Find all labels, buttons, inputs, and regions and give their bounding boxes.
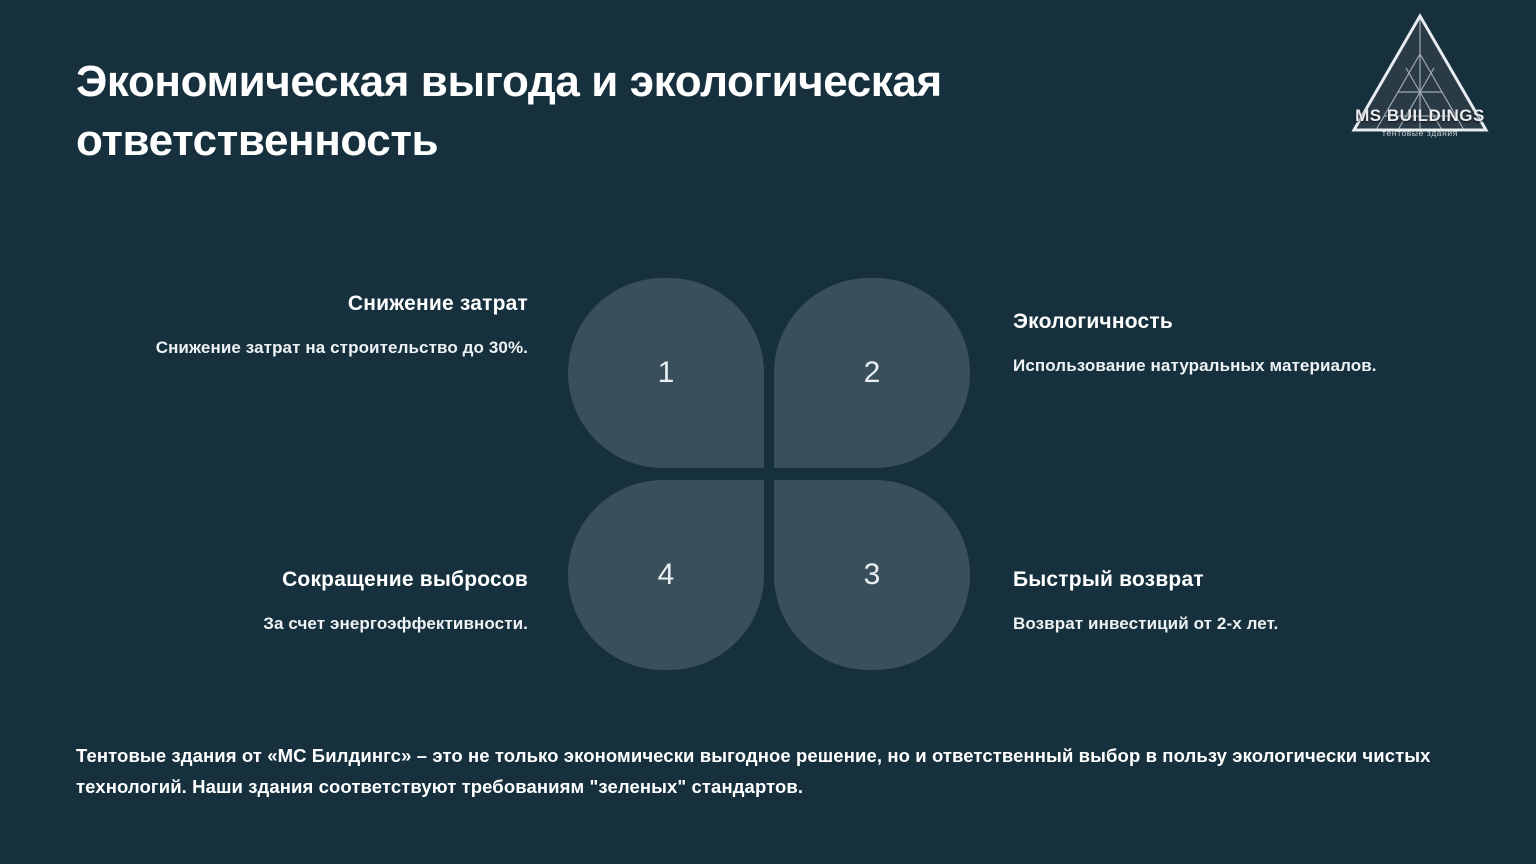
feature-heading-cost-reduction: Снижение затрат <box>347 292 528 315</box>
feature-block-emissions <box>88 568 528 637</box>
petal-3 <box>774 480 970 670</box>
petal-3-number: 3 <box>863 558 881 591</box>
petal-1 <box>568 278 764 468</box>
feature-text-eco-friendly: Использование натуральных материалов. <box>1013 356 1377 375</box>
logo-wordmark: MS BUILDINGS <box>1355 106 1485 125</box>
feature-block-eco-friendly <box>1013 310 1523 379</box>
feature-heading-emissions: Сокращение выбросов <box>282 568 528 591</box>
logo-tagline: тентовые здания <box>1382 128 1458 138</box>
footer-text: Тентовые здания от «МС Билдингс» – это не только экономически выгодное решение, но и ответственный выбор в пользу экологически чистых технологий. Наши здания соответствуют требованиям "зеленых" стандартов. <box>76 745 1431 798</box>
feature-text-fast-return: Возврат инвестиций от 2-х лет. <box>1013 614 1279 633</box>
ms-buildings-logo <box>1346 10 1494 158</box>
feature-heading-eco-friendly: Экологичность <box>1013 310 1173 333</box>
petal-2-number: 2 <box>863 356 881 389</box>
page-title: Экономическая выгода и экологическая ответственность <box>76 57 942 166</box>
petal-1-number: 1 <box>657 356 675 389</box>
petal-diagram <box>568 278 970 670</box>
petal-2 <box>774 278 970 468</box>
feature-block-cost-reduction <box>88 292 528 361</box>
feature-block-fast-return <box>1013 568 1453 637</box>
feature-text-cost-reduction: Снижение затрат на строительство до 30%. <box>155 338 528 357</box>
petal-4 <box>568 480 764 670</box>
feature-heading-fast-return: Быстрый возврат <box>1013 568 1204 591</box>
feature-text-emissions: За счет энергоэффективности. <box>263 614 528 633</box>
petal-4-number: 4 <box>657 558 675 591</box>
